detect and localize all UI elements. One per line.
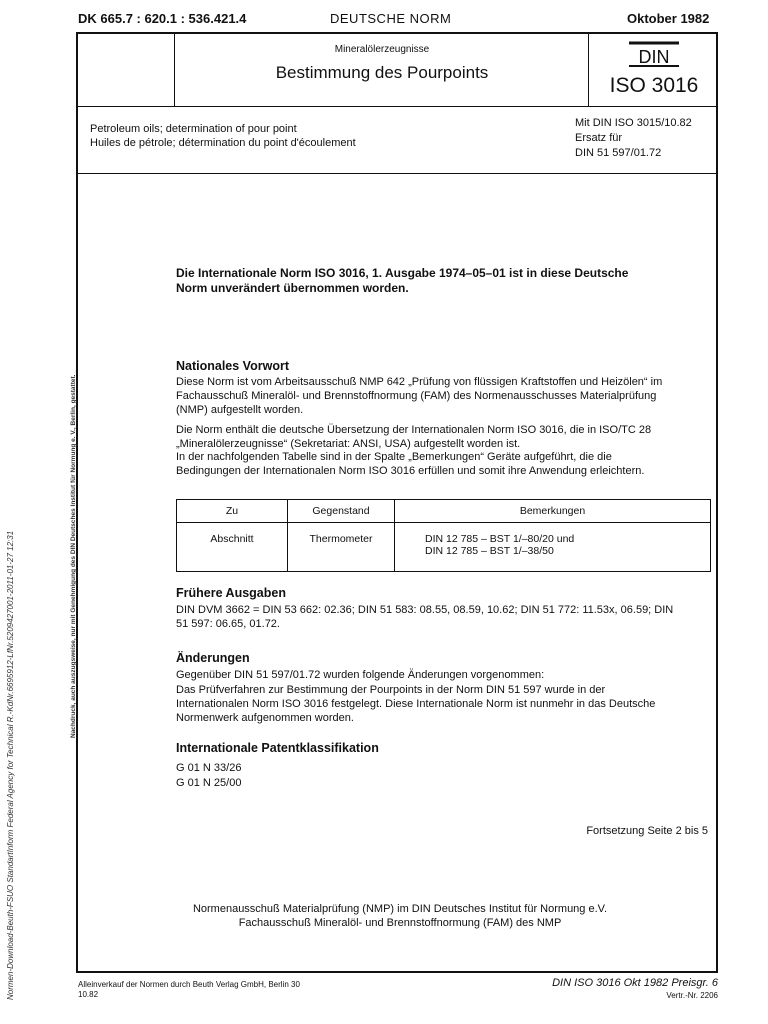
fruehere-text: DIN DVM 3662 = DIN 53 662: 02.36; DIN 51 583: 08.55, 08.59, 10.62; DIN 51 772: 11.53x, 06.59; DIN 51 597: 06.65, 01.72. bbox=[176, 604, 674, 630]
header-subtitle: Mineralölerzeugnisse bbox=[334, 44, 430, 55]
download-watermark: Normen-Download-Beuth-FSUO StandartInform Federal Agency for Technical R.-KdNr.6695912-LfNr.5209427001-2011-01-27 12:31 bbox=[6, 530, 15, 1000]
french-title: Huiles de pétrole; détermination du point d'écoulement bbox=[90, 137, 356, 149]
intro-statement: Die Internationale Norm ISO 3016, 1. Ausgabe 1974–05–01 ist in diese Deutsche Norm unverändert übernommen worden. bbox=[176, 266, 629, 295]
header-divider-right bbox=[588, 32, 589, 106]
table-header-cell: Zu bbox=[177, 500, 288, 523]
edition-date: 10.82 bbox=[78, 990, 99, 999]
section-title-vorwort: Nationales Vorwort bbox=[176, 359, 289, 373]
table-header-cell: Bemerkungen bbox=[395, 500, 711, 523]
equipment-table bbox=[176, 499, 711, 572]
document-title: Bestimmung des Pourpoints bbox=[275, 63, 489, 82]
table-cell-gegenstand: Thermometer bbox=[288, 523, 395, 572]
norm-type: DEUTSCHE NORM bbox=[330, 11, 452, 26]
table-header-row bbox=[177, 500, 711, 523]
section-title-aenderungen: Änderungen bbox=[176, 651, 250, 665]
issuer-line: Normenausschuß Materialprüfung (NMP) im DIN Deutsches Institut für Normung e.V. bbox=[192, 903, 608, 915]
english-title: Petroleum oils; determination of pour point bbox=[90, 123, 297, 135]
header-divider-left bbox=[174, 32, 175, 106]
bemerkungen-line: DIN 12 785 – BST 1/–38/50 bbox=[425, 545, 554, 557]
reference-replaced-standard: DIN 51 597/01.72 bbox=[575, 147, 662, 159]
issuer-line: Fachausschuß Mineralöl- und Brennstoffnormung (FAM) des NMP bbox=[238, 917, 562, 929]
distribution-number: Vertr.-Nr. 2206 bbox=[666, 991, 718, 1000]
continuation-note: Fortsetzung Seite 2 bis 5 bbox=[586, 825, 708, 837]
vorwort-paragraph: In der nachfolgenden Tabelle sind in der Spalte „Bemerkungen“ Geräte aufgeführt, die die Bedingungen der Internationalen Norm ISO 3016 erfüllen und somit ihre Anwendung erleichtern. bbox=[176, 451, 645, 477]
distribution-note: Alleinverkauf der Normen durch Beuth Verlag GmbH, Berlin 30 bbox=[78, 980, 300, 989]
classification-code: DK 665.7 : 620.1 : 536.421.4 bbox=[78, 11, 247, 26]
aenderungen-paragraph: Das Prüfverfahren zur Bestimmung der Pourpoints in der Norm DIN 51 597 wurde in der Internationalen Norm ISO 3016 festgelegt. Diese Internationale Norm ist nunmehr in das Deutsche Normenwerk aufgenommen worden. bbox=[176, 684, 656, 724]
table-header-cell: Gegenstand bbox=[288, 500, 395, 523]
standard-number: ISO 3016 bbox=[609, 74, 699, 97]
din-logo bbox=[598, 39, 710, 69]
section-title-patent: Internationale Patentklassifikation bbox=[176, 741, 379, 755]
din-logo-text: DIN bbox=[638, 47, 670, 67]
patent-code: G 01 N 25/00 bbox=[176, 777, 242, 789]
aenderungen-paragraph: Gegenüber DIN 51 597/01.72 wurden folgende Änderungen vorgenommen: bbox=[176, 669, 545, 681]
vorwort-paragraph: Diese Norm ist vom Arbeitsausschuß NMP 642 „Prüfung von flüssigen Kraftstoffen und Heizölen“ im Fachausschuß Mineralöl- und Brennstoffnormung (FAM) des Normenausschusses Materialprüfung (NMP) aufgestellt worden. bbox=[176, 376, 663, 416]
table-cell-zu: Abschnitt bbox=[177, 523, 288, 572]
patent-code: G 01 N 33/26 bbox=[176, 762, 242, 774]
section-title-fruehere: Frühere Ausgaben bbox=[176, 586, 286, 600]
document-reference: DIN ISO 3016 Okt 1982 Preisgr. 6 bbox=[552, 977, 718, 989]
reference-with: Mit DIN ISO 3015/10.82 bbox=[575, 117, 692, 129]
bemerkungen-line: DIN 12 785 – BST 1/–80/20 und bbox=[425, 533, 575, 545]
reference-replacement-label: Ersatz für bbox=[575, 132, 623, 144]
table-cell-bemerkungen bbox=[395, 523, 711, 572]
vorwort-paragraph: Die Norm enthält die deutsche Übersetzung der Internationalen Norm ISO 3016, die in ISO/TC 28 „Mineralölerzeugnisse“ (Sekretariat: ANSI, USA) aufgestellt worden ist. bbox=[176, 424, 652, 450]
copyright-notice: Nachdruck, auch auszugsweise, nur mit Genehmigung des DIN Deutsches Institut für Normung e. V., Berlin, gestattet. bbox=[70, 374, 77, 738]
issue-date: Oktober 1982 bbox=[627, 11, 710, 26]
table-row bbox=[177, 523, 711, 572]
